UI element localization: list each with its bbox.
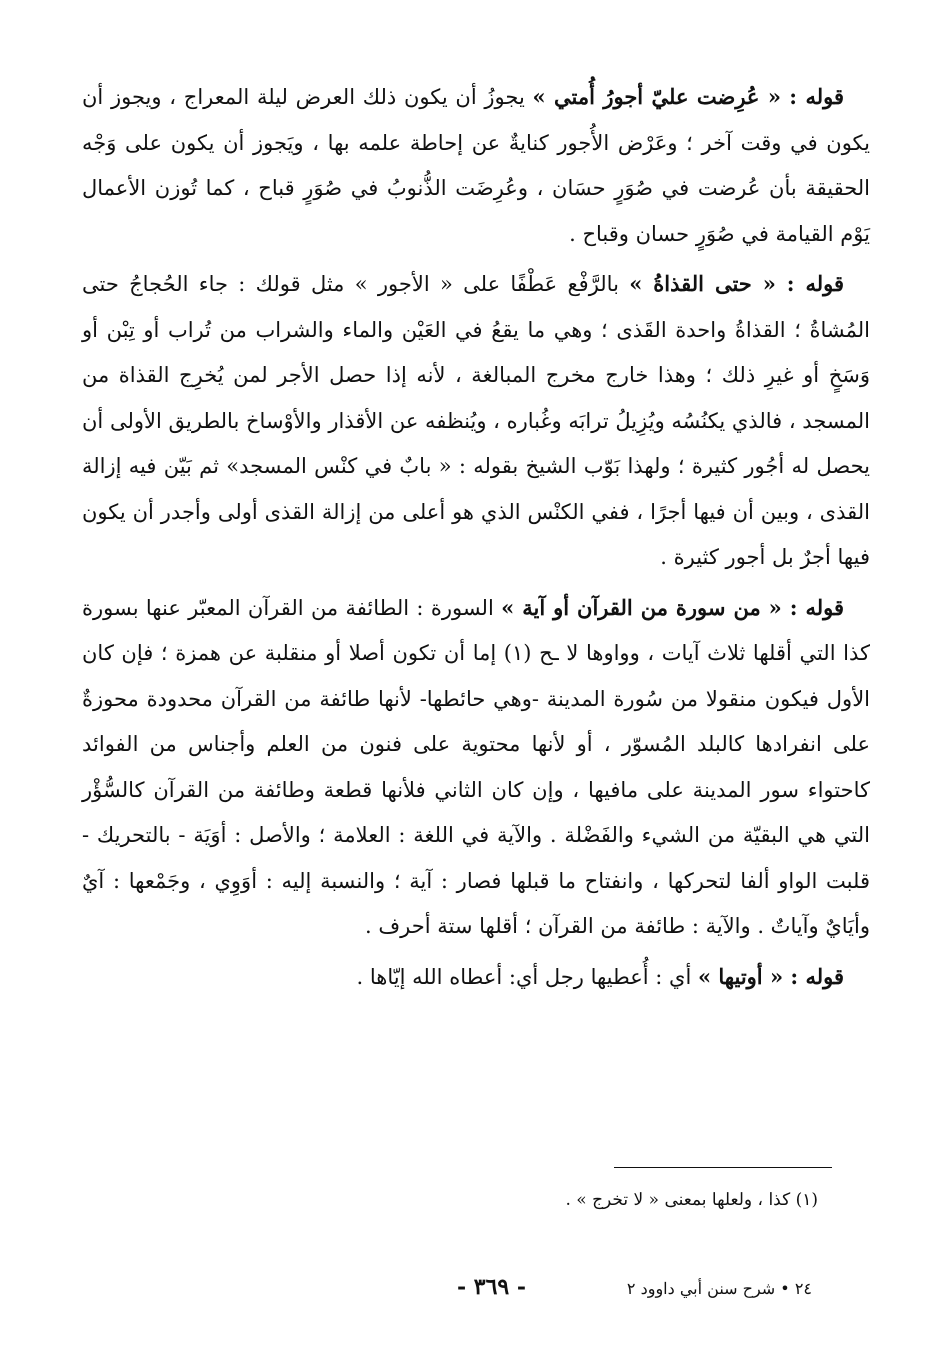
paragraph-utiyaha	[82, 954, 870, 1001]
paragraph-surah	[82, 585, 870, 950]
paragraph-body: أي : أُعطيها رجل أي: أعطاه الله إيّاها .	[356, 964, 698, 989]
paragraph-body: بالرَّفْع عَطْفًا على « الأجور » مثل قولك : جاء الحُجاجُ حتى المُشاةُ ؛ القذاةُ واحدة القَذى ؛ وهي ما يقعُ في العَيْن والماء والشراب من تُراب أو تِبْن أو وَسَخٍ أو غيرِ ذلك ؛ وهذا خارج مخرج المبالغة ، لأنه إذا حصل الأجر لمن يُخرِج القذاة من المسجد ، فالذي يكنُسُه ويُزِيلُ ترابَه وغُباره ، ويُنظفه عن الأقذار والأوْساخ بالطريق الأولى أن يحصل له أجُور كثيرة ؛ ولهذا بَوّب الشيخ بقوله : « بابٌ في كنْس المسجد» ثم بَيّن فيه إزالة القذى ، وبين أن فيها أجرًا ، ففي الكنْس الذي هو أعلى من إزالة القذى أولى وأجدر أن يكون فيها أجرٌ بل أجور كثيرة .	[82, 272, 870, 569]
paragraph-arud	[82, 74, 870, 257]
paragraph-lead: قوله : « من سورة من القرآن أو آية »	[501, 594, 845, 620]
book-reference: ٢٤ • شرح سنن أبي داوود ٢	[626, 1279, 812, 1298]
paragraph-lead: قوله : « حتى القذاةُ »	[629, 271, 845, 296]
paragraph-body: السورة : الطائفة من القرآن المعبّر عنها بسورة كذا التي أقلها ثلاث آيات ، وواوها لا ـح (١) إما أن تكون أصلا أو منقلبة عن همزة ؛ فإن كان الأول فيكون منقولا من سُورة المدينة -وهي حائطها- لأنها طائفة من القرآن محدودة محوزةٌ على انفرادها كالبلد المُسوّر ، أو لأنها محتوية على فنون من العلم وأجناس من الفوائد كاحتواء سور المدينة على مافيها ، وإن كان الثاني فلأنها قطعة وطائفة من القرآن كالسُّؤْر التي هي البقيّة من الشيء والفَضْلة . والآية في اللغة : العلامة ؛ والأصل : أوَيَة - بالتحريك - قلبت الواو ألفا لتحركها ، وانفتاح ما قبلها فصار : آية ؛ والنسبة إليه : أوَوِي ، وجَمْعها : آيٌ وأيَايٌ وآياتٌ . والآية : طائفة من القرآن ؛ أقلها ستة أحرف .	[82, 595, 870, 938]
paragraph-body: يجوزُ أن يكون ذلك العرض ليلة المعراج ، ويجوز أن يكون في وقت آخر ؛ وعَرْض الأُجور كنايةٌ عن إحاطة علمه بها ، ويَجوز أن يكون على وَجْه الحقيقة بأن عُرضت في صُوَرٍ حسَان ، وعُرِضَت الذُّنوبُ في صُوَرٍ قباح ، كما تُوزن الأعمال يَوْم القيامة في صُوَرٍ حسان وقباح .	[82, 85, 871, 246]
main-text	[82, 74, 870, 1004]
footnote-divider	[614, 1167, 832, 1168]
page-footer	[0, 1272, 940, 1306]
paragraph-qadhat	[82, 261, 870, 581]
paragraph-lead: قوله : « أوتيها »	[697, 963, 844, 989]
footnote: (١) كذا ، ولعلها بمعنى « لا تخرج » .	[565, 1190, 818, 1210]
page-number: - ٣٦٩ -	[456, 1274, 526, 1300]
paragraph-lead: قوله : « عُرِضت عليّ أجورُ أُمتي »	[532, 84, 844, 109]
